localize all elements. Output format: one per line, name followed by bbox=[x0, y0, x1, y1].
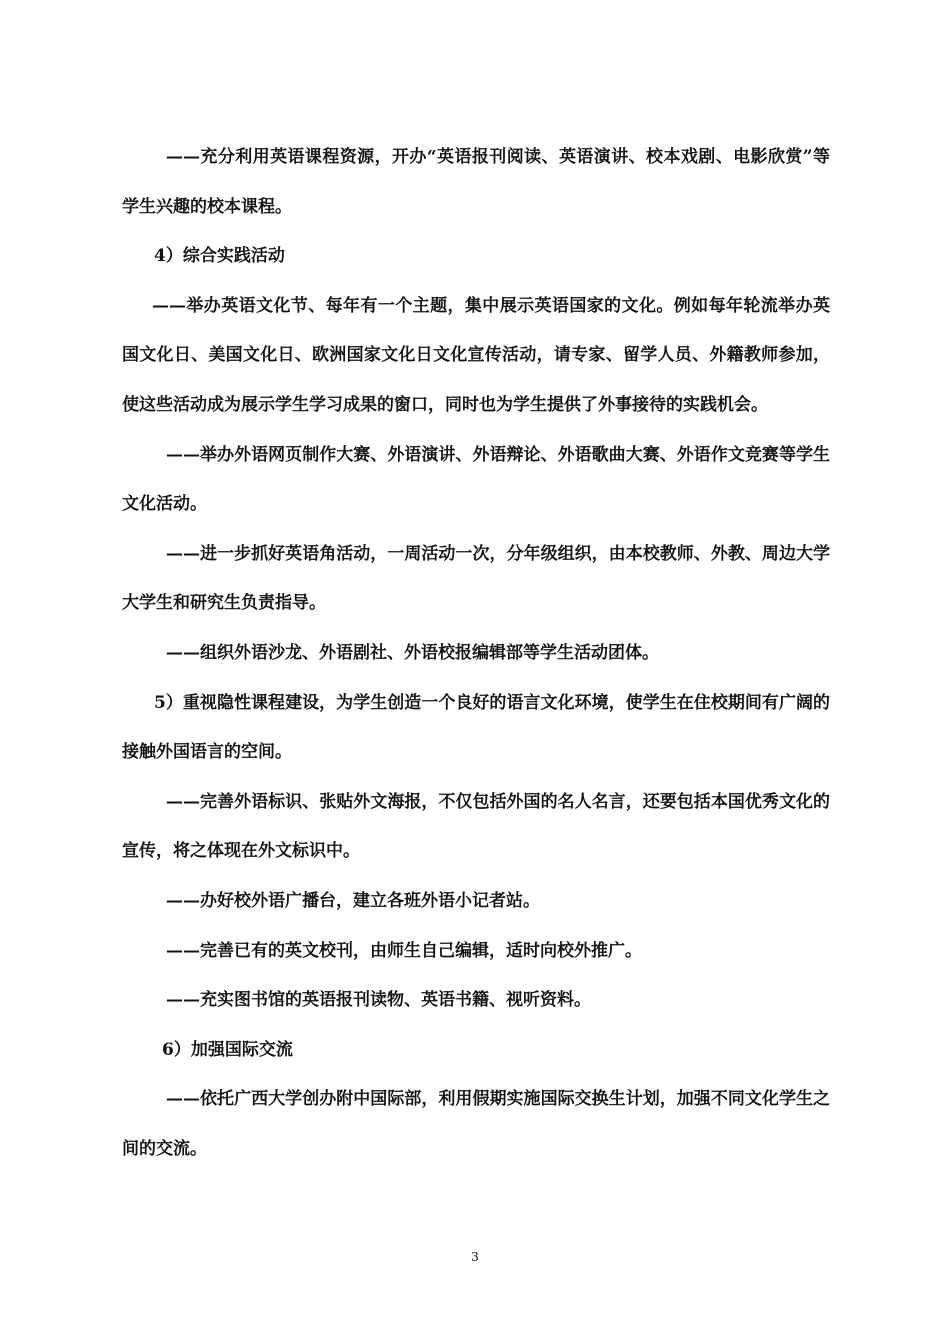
paragraph-english-corner: ——进一步抓好英语角活动，一周活动一次，分年级组织，由本校教师、外教、周边大学大学生和研究生负责指导。 bbox=[122, 543, 830, 614]
paragraph-exchange-program: ——依托广西大学创办附中国际部，利用假期实施国际交换生计划，加强不同文化学生之间的交流。 bbox=[122, 1089, 830, 1159]
paragraph-signage: ——完善外语标识、张贴外文海报，不仅包括外国的名人名言，还要包括本国优秀文化的宣传，将之体现在外文标识中。 bbox=[122, 791, 830, 862]
paragraph-competitions: ——举办外语网页制作大赛、外语演讲、外语辩论、外语歌曲大赛、外语作文竞赛等学生文化活动。 bbox=[122, 444, 830, 515]
paragraph-culture-festival: ——举办英语文化节、每年有一个主题，集中展示英语国家的文化。例如每年轮流举办英国文化日、美国文化日、欧洲国家文化日文化宣传活动，请专家、留学人员、外籍教师参加，使这些活动成为展示学生学习成果的窗口，同时也为学生提供了外事接待的实践机会。 bbox=[122, 295, 830, 415]
paragraph-school-magazine: ——完善已有的英文校刊，由师生自己编辑，适时向校外推广。 bbox=[166, 940, 642, 961]
heading-practice-activities: 4）综合实践活动 bbox=[154, 246, 285, 267]
paragraph-library: ——充实图书馆的英语报刊读物、英语书籍、视听资料。 bbox=[166, 990, 591, 1011]
paragraph-broadcast: ——办好校外语广播台，建立各班外语小记者站。 bbox=[166, 890, 540, 911]
document-body bbox=[122, 133, 830, 1174]
heading-hidden-curriculum: 5）重视隐性课程建设，为学生创造一个良好的语言文化环境，使学生在住校期间有广阔的接触外国语言的空间。 bbox=[122, 692, 830, 763]
page-number: 3 bbox=[471, 1250, 479, 1264]
heading-international-exchange: 6）加强国际交流 bbox=[162, 1039, 293, 1060]
paragraph-school-courses: ——充分利用英语课程资源，开办“英语报刊阅读、英语演讲、校本戏剧、电影欣赏”等学生兴趣的校本课程。 bbox=[122, 147, 830, 217]
paragraph-student-groups: ——组织外语沙龙、外语剧社、外语校报编辑部等学生活动团体。 bbox=[166, 642, 659, 663]
